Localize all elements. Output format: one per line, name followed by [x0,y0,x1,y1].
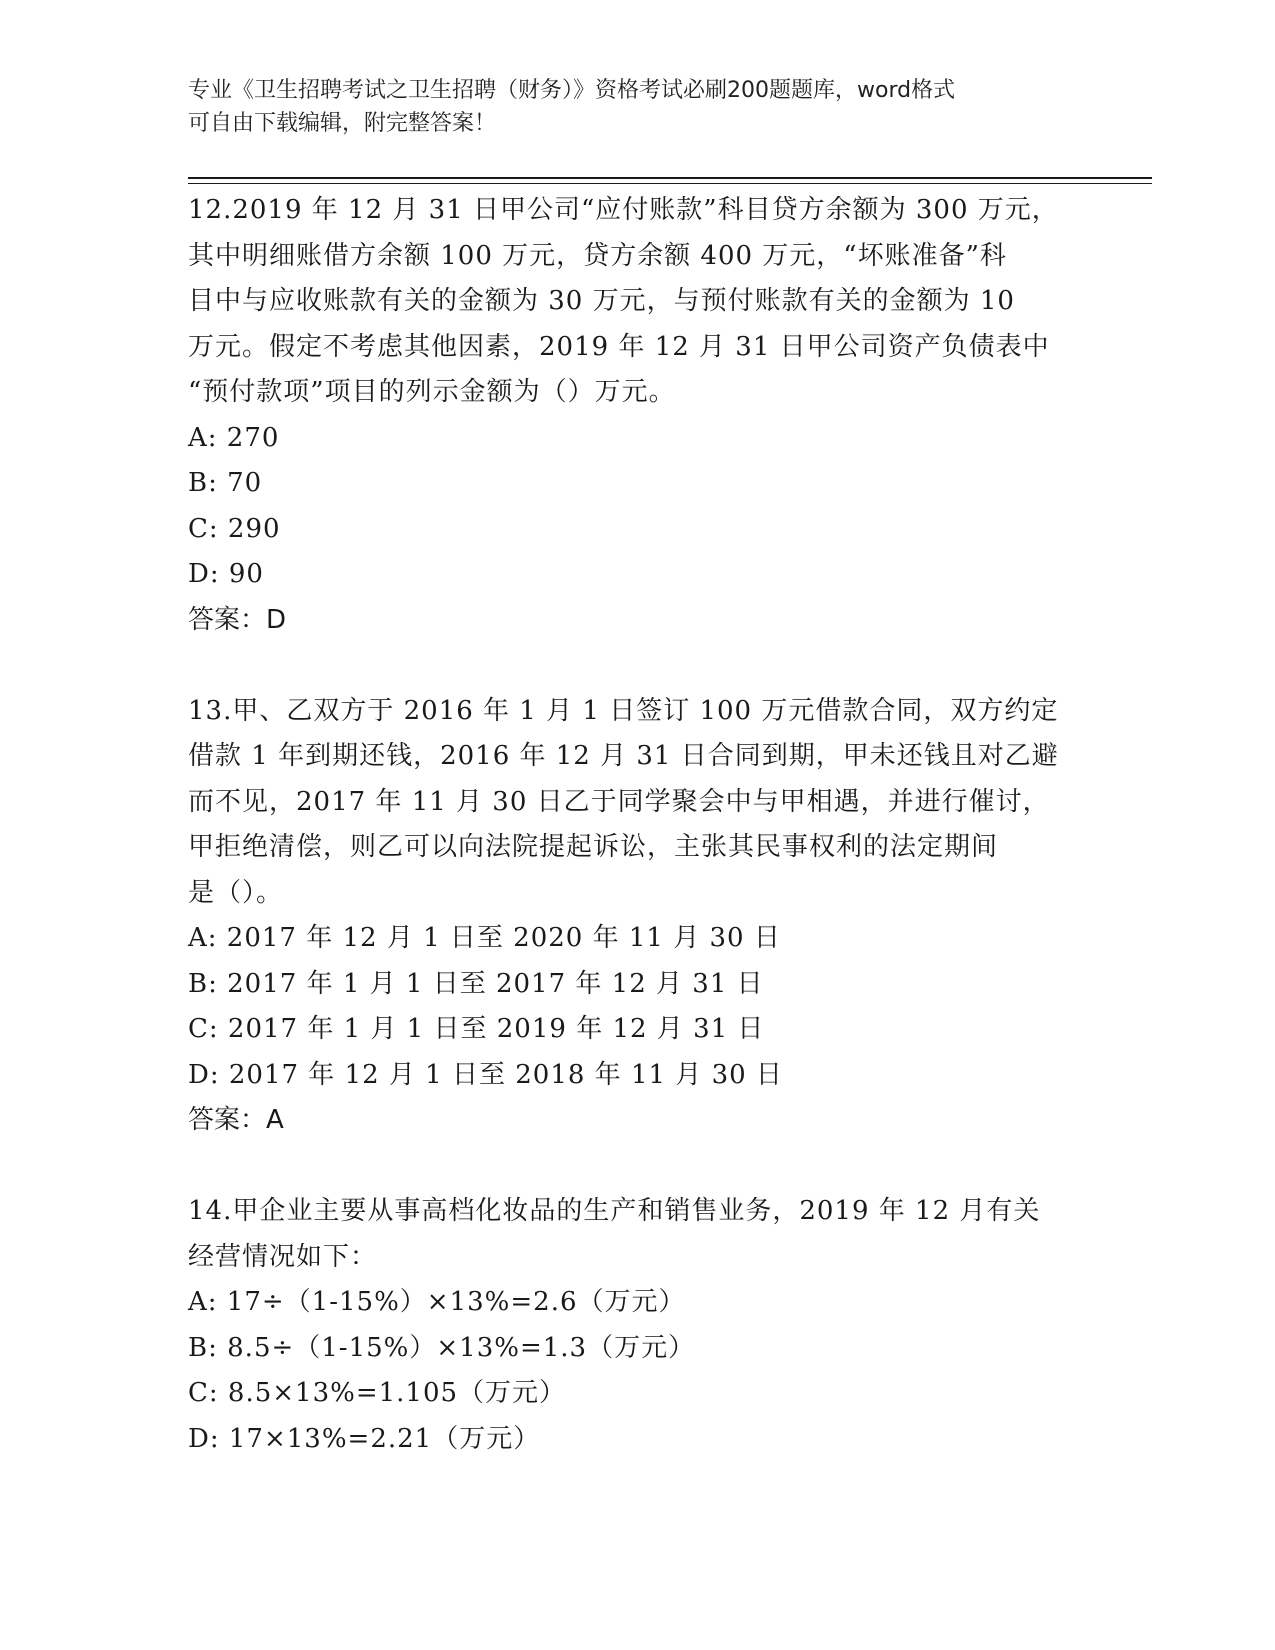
header-divider-thin [188,183,1152,184]
option-c: C: 290 [188,513,281,544]
option-d: D: 2017 年 12 月 1 日至 2018 年 11 月 30 日 [188,1059,783,1090]
question-text-line: 14.甲企业主要从事高档化妆品的生产和销售业务，2019 年 12 月有关 [188,1196,1041,1226]
option-b: B: 70 [188,468,263,498]
document-header [188,74,1088,140]
question-text-line: 目中与应收账款有关的金额为 30 万元，与预付账款有关的金额为 10 [188,286,1015,316]
question-text-line: 12.2019 年 12 月 31 日甲公司“应付账款”科目贷方余额为 300 万元， [188,195,1059,225]
option-a: A: 2017 年 12 月 1 日至 2020 年 11 月 30 日 [188,923,781,953]
question-text-line: “预付款项”项目的列示金额为（）万元。 [188,377,676,407]
question-text-line: 甲拒绝清偿，则乙可以向法院提起诉讼，主张其民事权利的法定期间 [188,832,999,862]
option-d: D: 90 [188,559,264,589]
option-a: A: 17÷（1-15%）×13%=2.6（万元） [188,1287,686,1317]
header-line-1: 专业《卫生招聘考试之卫生招聘（财务）》资格考试必刷200题题库，word格式 [188,78,956,103]
answer-label: 答案：A [188,1105,284,1135]
question-text-line: 其中明细账借方余额 100 万元，贷方余额 400 万元，“坏账准备”科 [188,240,1007,271]
header-divider-thick [188,177,1152,179]
option-a: A: 270 [188,422,280,453]
question-text-line: 而不见，2017 年 11 月 30 日乙于同学聚会中与甲相遇，并进行催讨， [188,786,1050,817]
question-spacer [188,643,1068,689]
answer-label: 答案：D [188,604,287,635]
question-text-line: 是（）。 [188,877,284,908]
question-text-line: 13.甲、乙双方于 2016 年 1 月 1 日签订 100 万元借款合同，双方约定 [188,695,1059,726]
question-12 [188,188,1068,643]
question-14 [188,1189,1068,1462]
header-line-2: 可自由下载编辑，附完整答案！ [188,111,497,136]
question-text-line: 万元。假定不考虑其他因素，2019 年 12 月 31 日甲公司资产负债表中 [188,331,1050,362]
question-spacer [188,1144,1068,1190]
option-b: B: 2017 年 1 月 1 日至 2017 年 12 月 31 日 [188,968,764,999]
option-d: D: 17×13%=2.21（万元） [188,1423,541,1454]
question-text-line: 经营情况如下： [188,1241,378,1272]
question-list [188,188,1068,1462]
option-c: C: 2017 年 1 月 1 日至 2019 年 12 月 31 日 [188,1014,765,1044]
option-b: B: 8.5÷（1-15%）×13%=1.3（万元） [188,1332,696,1363]
question-13 [188,689,1068,1144]
question-text-line: 借款 1 年到期还钱，2016 年 12 月 31 日合同到期，甲未还钱且对乙避 [188,741,1059,771]
option-c: C: 8.5×13%=1.105（万元） [188,1378,567,1408]
